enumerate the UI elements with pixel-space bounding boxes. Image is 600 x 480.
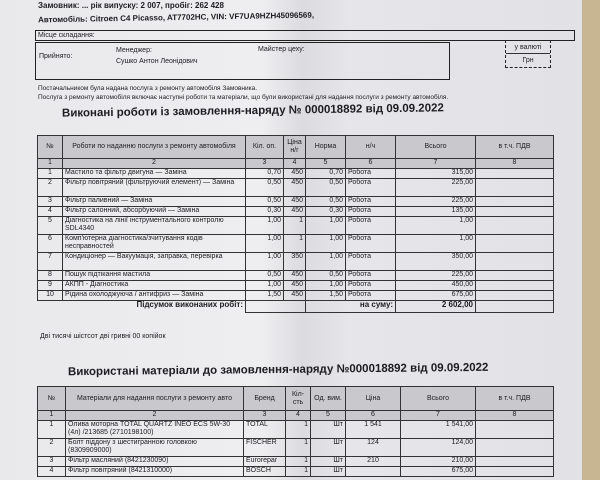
table-cell: 1,00	[246, 281, 284, 291]
table-row	[38, 253, 554, 271]
place-box	[35, 30, 575, 41]
customer-line: Замовник: ... рік випуску: 2 007, пробіг: 262 428	[38, 1, 224, 10]
column-index: 8	[476, 411, 554, 421]
table-cell: 0,70	[246, 169, 284, 179]
column-index: 5	[306, 159, 346, 169]
table-cell: 315,00	[396, 169, 476, 179]
sum-in-words: Дві тисячі шістсот дві гривні 00 копійок	[40, 333, 166, 340]
table-cell: Шт	[311, 421, 346, 439]
table-row	[38, 467, 554, 477]
table-cell	[476, 207, 554, 217]
currency-value: Грн	[522, 57, 534, 64]
column-header: Од. вим.	[311, 387, 346, 411]
column-index: 1	[38, 411, 66, 421]
table-cell: 1,00	[306, 281, 346, 291]
table-cell: 350	[284, 253, 306, 271]
column-header: Всього	[401, 387, 476, 411]
table-row	[38, 197, 554, 207]
materials-title: Використані матеріали до замовлення-наряду №000018892 від 09.09.2022	[67, 361, 489, 379]
table-cell: 1,50	[246, 291, 284, 301]
table-cell: 1,00	[396, 217, 476, 235]
table-cell: Мастило та фільтр двигуна — Заміна	[63, 169, 246, 179]
table-cell	[476, 235, 554, 253]
column-index: 8	[476, 159, 554, 169]
table-cell: Робота	[346, 271, 396, 281]
blank-cell	[476, 301, 554, 313]
car-line: Автомобіль: Citroen C4 Picasso, AT7702HC, VIN: VF7UA9HZH45096569,	[37, 10, 315, 25]
table-cell: 1 541,00	[401, 421, 476, 439]
table-cell: 450	[284, 291, 306, 301]
accepted-label: Прийнято:	[39, 53, 73, 60]
works-title: Виконані роботи із замовлення-наряду № 000018892 від 09.09.2022	[61, 102, 444, 120]
table-cell: 8	[38, 271, 63, 281]
table-row	[38, 217, 554, 235]
accepted-box	[35, 42, 450, 80]
column-header: Роботи по наданню послуги з ремонту автомобіля	[63, 136, 246, 159]
table-row	[38, 207, 554, 217]
table-cell: Фільтр повітряний (фільтруючий елемент) — Заміна	[63, 179, 246, 197]
column-index: 4	[286, 411, 311, 421]
table-cell	[476, 421, 554, 439]
table-cell: 675,00	[396, 291, 476, 301]
table-cell: Шт	[311, 467, 346, 477]
table-cell: 1,00	[306, 217, 346, 235]
currency-label: у валюті	[506, 41, 550, 54]
table-row	[38, 439, 554, 457]
table-cell: 1,00	[246, 253, 284, 271]
column-index: 2	[63, 159, 246, 169]
table-cell: Фільтр повітряний (8421310000)	[66, 467, 244, 477]
table-cell: 2	[38, 439, 66, 457]
table-cell: 135,00	[396, 207, 476, 217]
column-index: 6	[346, 411, 401, 421]
blank-cell	[246, 301, 306, 313]
column-index: 7	[401, 411, 476, 421]
table-cell: TOTAL	[244, 421, 286, 439]
column-header: Кіл. оп.	[246, 136, 284, 159]
table-cell: 350,00	[396, 253, 476, 271]
table-cell	[476, 457, 554, 467]
table-cell: FISCHER	[244, 439, 286, 457]
table-cell: 450,00	[396, 281, 476, 291]
column-header: Кіл-сть	[286, 387, 311, 411]
table-cell: Eurorepar	[244, 457, 286, 467]
table-cell: 225,00	[396, 197, 476, 207]
table-cell: АКПП - Діагностика	[63, 281, 246, 291]
table-cell: 0,50	[246, 271, 284, 281]
column-index: 6	[346, 159, 396, 169]
column-header: н/ч	[346, 136, 396, 159]
table-cell: 0,70	[306, 169, 346, 179]
table-cell: 5	[38, 217, 63, 235]
table-cell: 4	[38, 467, 66, 477]
table-cell: 1	[284, 235, 306, 253]
table-cell: 1	[286, 457, 311, 467]
table-cell: Робота	[346, 217, 396, 235]
table-cell: 225,00	[396, 271, 476, 281]
table-cell	[476, 197, 554, 207]
table-cell: 0,50	[246, 197, 284, 207]
table-cell: 7	[38, 253, 63, 271]
table-cell: 0,50	[246, 179, 284, 197]
table-row	[38, 179, 554, 197]
table-cell: Болт піддону з шестигранною головкою (8309909000)	[66, 439, 244, 457]
sum-value: 2 602,00	[396, 301, 476, 313]
table-row	[38, 271, 554, 281]
table-row	[38, 235, 554, 253]
table-cell: 0,30	[306, 207, 346, 217]
table-cell: 3	[38, 197, 63, 207]
table-cell: 1,00	[306, 253, 346, 271]
column-index: 5	[311, 411, 346, 421]
column-header: Матеріали для надання послуги з ремонту авто	[66, 387, 244, 411]
place-label: Місце складання:	[38, 32, 95, 39]
sum-label: на суму:	[306, 301, 396, 313]
table-cell: Фільтр масляний (8421230090)	[66, 457, 244, 467]
manager-label: Менеджер:	[116, 47, 152, 54]
table-cell	[476, 467, 554, 477]
table-cell: 210	[346, 457, 401, 467]
manager-name: Сушко Антон Леонідович	[116, 58, 198, 65]
table-cell	[346, 467, 401, 477]
works-summary-label: Підсумок виконаних робіт:	[136, 300, 243, 309]
table-cell: Фільтр салонний, абсорбуючий — Заміна	[63, 207, 246, 217]
table-cell: 1	[286, 467, 311, 477]
table-cell: 4	[38, 207, 63, 217]
table-cell: Шт	[311, 457, 346, 467]
table-cell	[476, 179, 554, 197]
column-header: в т.ч. ПДВ	[476, 387, 554, 411]
table-cell: Кондиціонер — Вакуумація, заправка, перевірка	[63, 253, 246, 271]
table-cell: 1	[286, 439, 311, 457]
table-cell: 0,50	[306, 179, 346, 197]
table-cell: 225,00	[396, 179, 476, 197]
table-cell: 3	[38, 457, 66, 467]
table-cell: BOSCH	[244, 467, 286, 477]
table-cell: 450	[284, 197, 306, 207]
intro-line: Послуга з ремонту автомобіля включає наступні роботи та матеріали, що були використані для надання послуги з ремонту автомобіля.	[38, 94, 449, 101]
table-cell	[476, 281, 554, 291]
table-cell: 450	[284, 169, 306, 179]
table-cell: 124,00	[401, 439, 476, 457]
table-cell: Робота	[346, 253, 396, 271]
table-row	[38, 421, 554, 439]
table-cell: 450	[284, 207, 306, 217]
column-header: Всього	[396, 136, 476, 159]
table-cell: 450	[284, 179, 306, 197]
table-cell: 1,50	[306, 291, 346, 301]
column-index: 7	[396, 159, 476, 169]
column-header: Ціна н/г	[284, 136, 306, 159]
column-header: в т.ч. ПДВ	[476, 136, 554, 159]
column-index: 3	[246, 159, 284, 169]
currency-box	[505, 40, 551, 68]
table-cell: Комп'ютерна діагностика/зчитування кодів несправностей	[63, 235, 246, 253]
table-cell: Шт	[311, 439, 346, 457]
table-cell	[476, 271, 554, 281]
table-cell: 10	[38, 291, 63, 301]
column-header: №	[38, 387, 66, 411]
column-index: 3	[244, 411, 286, 421]
table-cell: 6	[38, 235, 63, 253]
table-cell: 675,00	[401, 467, 476, 477]
table-cell: Фільтр паливний — Заміна	[63, 197, 246, 207]
table-cell: 1	[38, 169, 63, 179]
table-cell: 450	[284, 281, 306, 291]
column-index: 2	[66, 411, 244, 421]
materials-table	[37, 386, 554, 477]
table-cell	[476, 291, 554, 301]
table-cell: Олива моторна TOTAL QUARTZ INEO ECS 5W-30 (4л) /213685 (2710198100)	[66, 421, 244, 439]
table-row	[38, 457, 554, 467]
table-row	[38, 291, 554, 301]
column-header: №	[38, 136, 63, 159]
table-cell: 0,30	[246, 207, 284, 217]
intro-text	[38, 84, 448, 102]
table-cell: 1,00	[396, 235, 476, 253]
table-cell: 1	[38, 421, 66, 439]
table-cell: 450	[284, 271, 306, 281]
table-cell	[476, 439, 554, 457]
table-cell: Робота	[346, 207, 396, 217]
table-cell: Робота	[346, 197, 396, 207]
table-cell	[476, 253, 554, 271]
table-cell: 1,00	[246, 217, 284, 235]
table-cell: Робота	[346, 169, 396, 179]
intro-line: Постачальником була надана послуга з ремонту автомобіля Замовника.	[38, 85, 258, 92]
table-row	[38, 281, 554, 291]
table-cell: 210,00	[401, 457, 476, 467]
column-header: Ціна	[346, 387, 401, 411]
table-cell: Пошук підтікання мастила	[63, 271, 246, 281]
table-cell: 1	[284, 217, 306, 235]
table-cell: Робота	[346, 281, 396, 291]
table-cell: 0,50	[306, 197, 346, 207]
table-cell	[476, 217, 554, 235]
table-cell: 1,00	[246, 235, 284, 253]
column-header: Бренд	[244, 387, 286, 411]
column-index: 4	[284, 159, 306, 169]
table-cell: 9	[38, 281, 63, 291]
table-cell: Робота	[346, 235, 396, 253]
table-cell: 0,50	[306, 271, 346, 281]
table-cell: 1	[286, 421, 311, 439]
table-cell: 1,00	[306, 235, 346, 253]
column-index: 1	[38, 159, 63, 169]
works-table	[37, 135, 554, 313]
table-cell: 1 541	[346, 421, 401, 439]
table-cell: Діагностика на лінії інструментального контролю SDL4340	[63, 217, 246, 235]
table-cell	[476, 169, 554, 179]
table-cell: Робота	[346, 179, 396, 197]
table-cell: Рідина охолоджуюча / антифриз — Заміна	[63, 291, 246, 301]
table-row	[38, 169, 554, 179]
table-cell: 2	[38, 179, 63, 197]
table-cell: Робота	[346, 291, 396, 301]
master-label: Майстер цеху:	[258, 46, 305, 53]
column-header: Норма	[306, 136, 346, 159]
table-cell: 124	[346, 439, 401, 457]
